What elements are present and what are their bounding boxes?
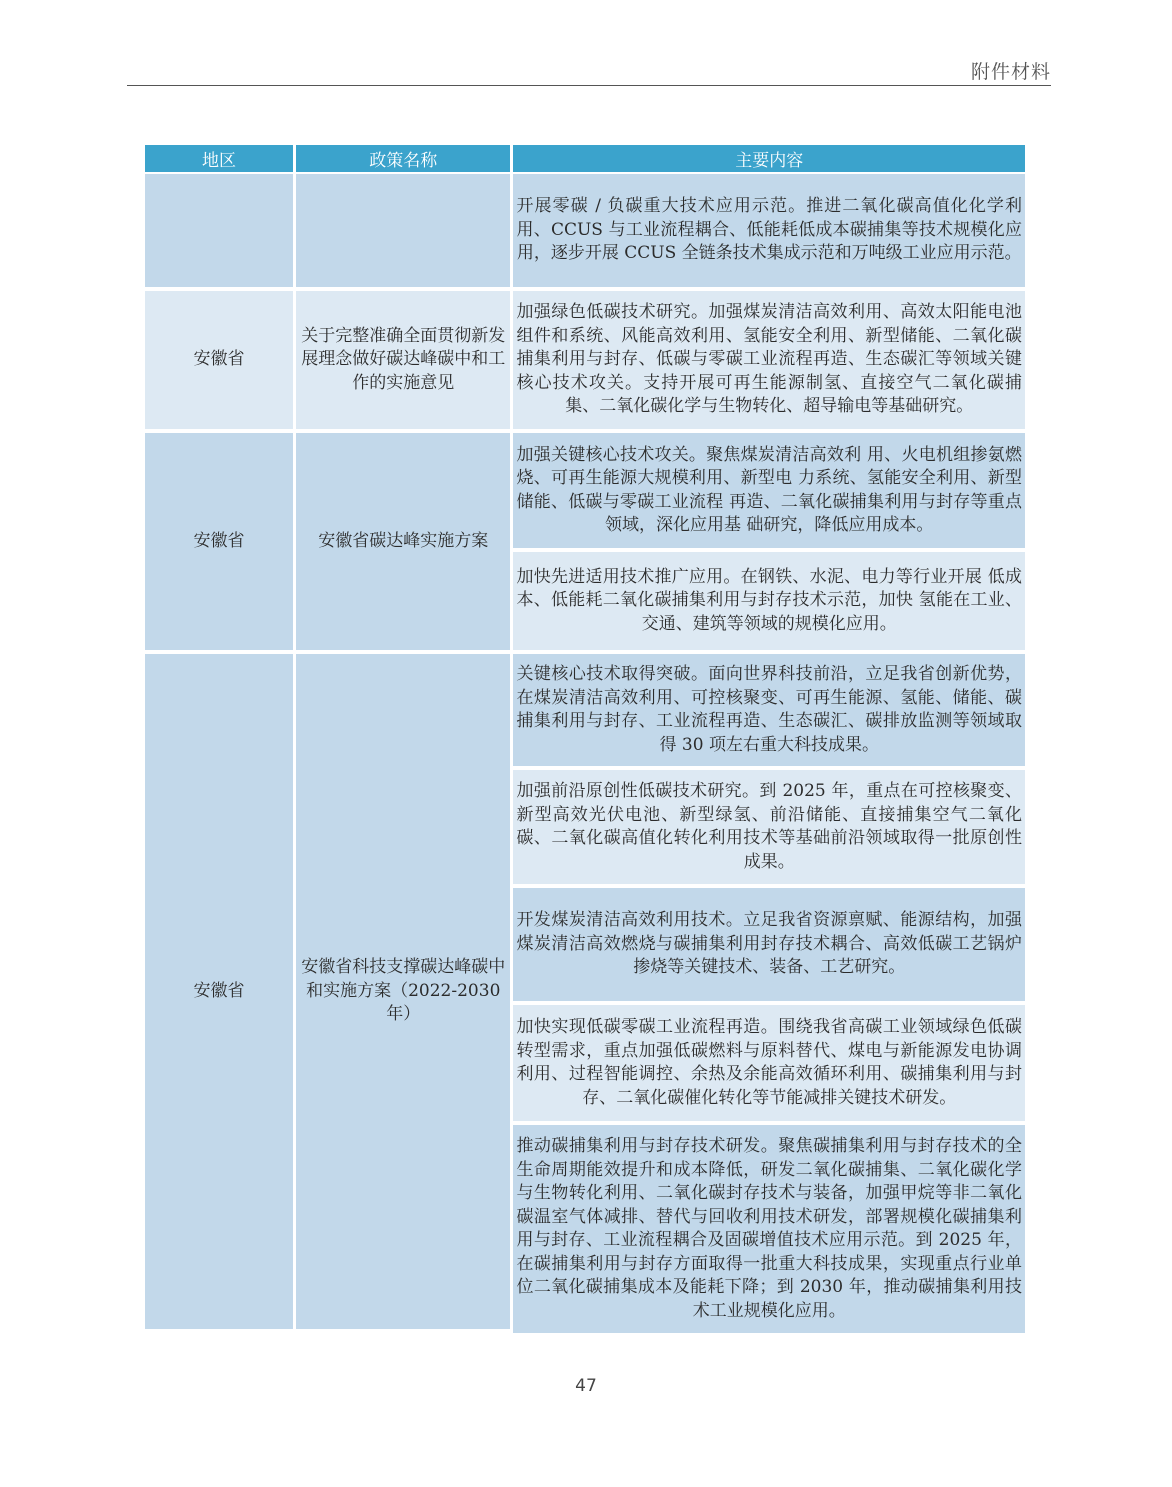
region-cell: 安徽省 [145, 433, 296, 654]
policy-cell: 关于完整准确全面贯彻新发展理念做好碳达峰碳中和工作的实施意见 [296, 291, 513, 433]
region-cell: 安徽省 [145, 291, 296, 433]
content-cell: 加强绿色低碳技术研究。加强煤炭清洁高效利用、高效太阳能电池组件和系统、风能高效利用、氢能安全利用、新型储能、二氧化碳捕集利用与封存、低碳与零碳工业流程再造、生态碳汇等领域关键核心技术攻关。支持开展可再生能源制氢、直接空气二氧化碳捕集、二氧化碳化学与生物转化、超导输电等基础研究。 [513, 291, 1025, 433]
table-row [145, 174, 1025, 291]
column-header-content: 主要内容 [513, 145, 1025, 174]
column-header-region: 地区 [145, 145, 296, 174]
policy-cell [296, 174, 513, 291]
table-row [145, 433, 1025, 552]
region-cell [145, 174, 296, 291]
content-cell: 加强前沿原创性低碳技术研究。到 2025 年，重点在可控核聚变、新型高效光伏电池、新型绿氢、前沿储能、直接捕集空气二氧化碳、二氧化碳高值化转化利用技术等基础前沿领域取得一批原创性成果。 [513, 770, 1025, 888]
policy-cell: 安徽省科技支撑碳达峰碳中和实施方案（2022-2030年） [296, 654, 513, 1333]
content-cell: 开展零碳 / 负碳重大技术应用示范。推进二氧化碳高值化化学利用、CCUS 与工业流程耦合、低能耗低成本碳捕集等技术规模化应用，逐步开展 CCUS 全链条技术集成示范和万吨级工业应用示范。 [513, 174, 1025, 291]
table-header-row [145, 145, 1025, 174]
page-header [127, 55, 1051, 86]
table-row [145, 654, 1025, 770]
table-row [145, 291, 1025, 433]
region-cell: 安徽省 [145, 654, 296, 1333]
page-number: 47 [575, 1376, 597, 1396]
content-cell: 开发煤炭清洁高效利用技术。立足我省资源禀赋、能源结构，加强煤炭清洁高效燃烧与碳捕集利用封存技术耦合、高效低碳工艺锅炉掺烧等关键技术、装备、工艺研究。 [513, 888, 1025, 1005]
content-cell: 加强关键核心技术攻关。聚焦煤炭清洁高效利 用、火电机组掺氨燃烧、可再生能源大规模利用、新型电 力系统、氢能安全利用、新型储能、低碳与零碳工业流程 再造、二氧化碳捕集利用与封存等重点领域，深化应用基 础研究，降低应用成本。 [513, 433, 1025, 552]
content-cell: 加快实现低碳零碳工业流程再造。围绕我省高碳工业领域绿色低碳转型需求，重点加强低碳燃料与原料替代、煤电与新能源发电协调利用、过程智能调控、余热及余能高效循环利用、碳捕集利用与封存、二氧化碳催化转化等节能减排关键技术研发。 [513, 1005, 1025, 1125]
content-cell: 关键核心技术取得突破。面向世界科技前沿，立足我省创新优势，在煤炭清洁高效利用、可控核聚变、可再生能源、氢能、储能、碳捕集利用与封存、工业流程再造、生态碳汇、碳排放监测等领域取得 30 项左右重大科技成果。 [513, 654, 1025, 770]
policy-cell: 安徽省碳达峰实施方案 [296, 433, 513, 654]
column-header-policy: 政策名称 [296, 145, 513, 174]
content-cell: 推动碳捕集利用与封存技术研发。聚焦碳捕集利用与封存技术的全生命周期能效提升和成本降低，研发二氧化碳捕集、二氧化碳化学与生物转化利用、二氧化碳封存技术与装备，加强甲烷等非二氧化碳温室气体减排、替代与回收利用技术研发，部署规模化碳捕集利用与封存、工业流程耦合及固碳增值技术应用示范。到 2025 年，在碳捕集利用与封存方面取得一批重大科技成果，实现重点行业单位二氧化碳捕集成本及能耗下降；到 2030 年，推动碳捕集利用技术工业规模化应用。 [513, 1125, 1025, 1333]
page-header-title: 附件材料 [970, 61, 1051, 83]
content-cell: 加快先进适用技术推广应用。在钢铁、水泥、电力等行业开展 低成本、低能耗二氧化碳捕集利用与封存技术示范，加快 氢能在工业、交通、建筑等领域的规模化应用。 [513, 552, 1025, 654]
policy-table [145, 145, 1025, 1333]
